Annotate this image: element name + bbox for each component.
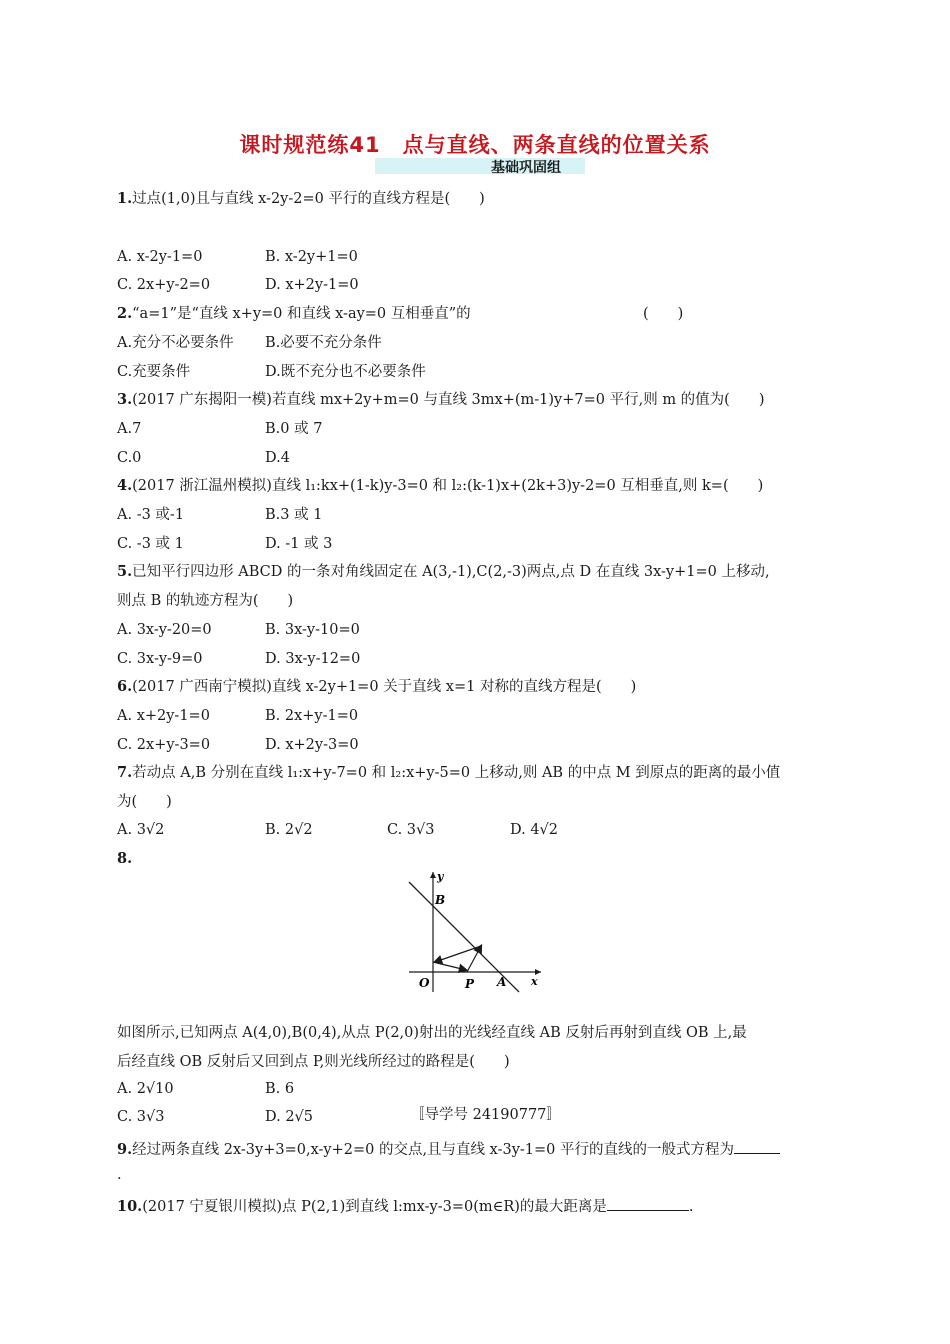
question-1	[117, 190, 485, 208]
option-c: C. 3√3	[387, 822, 435, 838]
label-p: P	[465, 977, 475, 991]
question-8	[117, 850, 132, 868]
page-title: 课时规范练41 点与直线、两条直线的位置关系	[239, 133, 711, 157]
option-d: D.4	[265, 450, 290, 466]
option-b: B. x-2y+1=0	[265, 249, 358, 265]
question-5	[117, 563, 770, 581]
question-stem: (2017 广东揭阳一模)若直线 mx+2y+m=0 与直线 3mx+(m-1)y+7=0 平行,则 m 的值为( )	[132, 392, 765, 408]
question-stem-line-2: 则点 B 的轨迹方程为( )	[117, 593, 294, 609]
option-c: C.0	[117, 450, 142, 466]
option-a: A. 2√10	[117, 1081, 174, 1097]
question-9	[117, 1139, 780, 1159]
option-a: A.充分不必要条件	[117, 335, 234, 351]
sentence-end: .	[688, 1199, 694, 1215]
question-stem-line-1: 若动点 A,B 分别在直线 l₁:x+y-7=0 和 l₂:x+y-5=0 上移动,则 AB 的中点 M 到原点的距离的最小值	[132, 765, 781, 781]
option-a: A. x-2y-1=0	[117, 249, 203, 265]
question-stem: (2017 宁夏银川模拟)点 P(2,1)到直线 l:mx-y-3=0(m∈R)的最大距离是	[142, 1199, 607, 1215]
question-stem-line-2: 后经直线 OB 反射后又回到点 P,则光线所经过的路程是( )	[117, 1054, 510, 1070]
question-number: 9.	[117, 1141, 133, 1158]
reference-number: 〚导学号 24190777〛	[410, 1107, 561, 1123]
option-d: D. x+2y-1=0	[265, 277, 359, 293]
question-number: 2.	[117, 305, 133, 322]
option-d: D. x+2y-3=0	[265, 737, 359, 753]
option-c: C. 3x-y-9=0	[117, 651, 203, 667]
question-number: 1.	[117, 190, 133, 207]
option-b: B.必要不充分条件	[265, 335, 382, 351]
sentence-end: .	[117, 1167, 122, 1183]
label-y: y	[437, 870, 444, 883]
question-stem: 经过两条直线 2x-3y+3=0,x-y+2=0 的交点,且与直线 x-3y-1=0 平行的直线的一般式方程为	[132, 1142, 735, 1158]
question-3	[117, 391, 765, 409]
option-a: A.7	[117, 421, 142, 437]
question-10	[117, 1196, 694, 1216]
question-number: 8.	[117, 850, 133, 867]
question-stem-line-1: 如图所示,已知两点 A(4,0),B(0,4),从点 P(2,0)射出的光线经直线 AB 反射后再射到直线 OB 上,最	[117, 1025, 747, 1041]
question-7	[117, 764, 780, 782]
question-number: 10.	[117, 1198, 143, 1215]
label-a: A	[497, 975, 507, 989]
option-c: C.充要条件	[117, 364, 191, 380]
section-subtitle: 基础巩固组	[491, 160, 561, 176]
option-b: B.3 或 1	[265, 507, 323, 523]
option-d: D. 4√2	[510, 822, 559, 838]
question-stem: (2017 广西南宁模拟)直线 x-2y+1=0 关于直线 x=1 对称的直线方程是( )	[132, 679, 637, 695]
question-number: 7.	[117, 764, 133, 781]
label-o: O	[419, 976, 430, 990]
question-stem: 过点(1,0)且与直线 x-2y-2=0 平行的直线方程是( )	[132, 191, 485, 207]
option-c: C. -3 或 1	[117, 536, 184, 552]
question-number: 3.	[117, 391, 133, 408]
option-b: B. 3x-y-10=0	[265, 622, 360, 638]
option-a: A. 3√2	[117, 822, 165, 838]
option-b: B. 2x+y-1=0	[265, 708, 359, 724]
question-stem-line-1: 已知平行四边形 ABCD 的一条对角线固定在 A(3,-1),C(2,-3)两点,点 D 在直线 3x-y+1=0 上移动,	[132, 564, 770, 580]
option-a: A. x+2y-1=0	[117, 708, 210, 724]
label-b: B	[435, 893, 446, 907]
option-c: C. 2x+y-3=0	[117, 737, 211, 753]
option-c: C. 3√3	[117, 1109, 165, 1125]
option-b: B.0 或 7	[265, 421, 323, 437]
label-x: x	[531, 975, 538, 988]
option-b: B. 6	[265, 1081, 295, 1097]
reflection-figure	[405, 868, 545, 994]
option-d: D. -1 或 3	[265, 536, 333, 552]
option-b: B. 2√2	[265, 822, 313, 838]
option-c: C. 2x+y-2=0	[117, 277, 211, 293]
question-number: 6.	[117, 678, 133, 695]
answer-blank[interactable]	[734, 1139, 780, 1154]
section-subtitle-highlight	[375, 158, 585, 174]
question-4	[117, 477, 763, 495]
question-stem: “a=1”是“直线 x+y=0 和直线 x-ay=0 互相垂直”的	[132, 306, 471, 322]
answer-blank[interactable]	[607, 1196, 689, 1211]
option-d: D.既不充分也不必要条件	[265, 364, 426, 380]
option-a: A. 3x-y-20=0	[117, 622, 212, 638]
option-a: A. -3 或-1	[117, 507, 185, 523]
question-6	[117, 678, 636, 696]
option-d: D. 3x-y-12=0	[265, 651, 361, 667]
answer-paren: ( )	[643, 306, 684, 322]
question-number: 4.	[117, 477, 133, 494]
question-number: 5.	[117, 563, 133, 580]
ray-ob-to-p	[433, 962, 466, 970]
question-stem: (2017 浙江温州模拟)直线 l₁:kx+(1-k)y-3=0 和 l₂:(k-1)x+(2k+3)y-2=0 互相垂直,则 k=( )	[132, 478, 764, 494]
y-axis-arrow	[430, 872, 436, 878]
question-2	[117, 305, 471, 323]
question-stem-line-2: 为( )	[117, 794, 172, 810]
option-d: D. 2√5	[265, 1109, 314, 1125]
